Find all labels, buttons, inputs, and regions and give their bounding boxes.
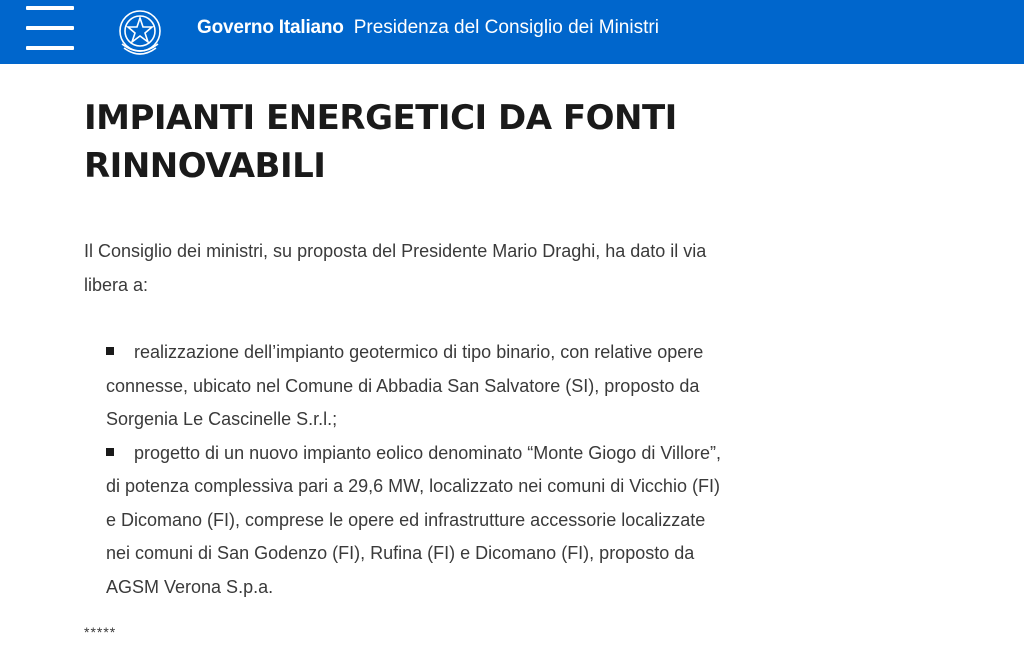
brand-governo-italiano[interactable]: Governo Italiano xyxy=(197,17,344,38)
list-item-text: progetto di un nuovo impianto eolico denominato “Monte Giogo di Villore”, di potenza complessiva pari a 29,6 MW, localizzato nei comuni di Vicchio (FI) e Dicomano (FI), comprese le opere ed infrastrutture accessorie localizzate nei comuni di San Godenzo (FI), Rufina (FI) e Dicomano (FI), proposto da AGSM Verona S.p.a. xyxy=(106,442,722,597)
approvals-list xyxy=(106,336,726,604)
brand-presidenza[interactable]: Presidenza del Consiglio dei Ministri xyxy=(353,17,659,38)
bullet-square-icon xyxy=(106,347,114,355)
italian-republic-emblem-icon[interactable] xyxy=(112,4,168,60)
top-header-bar xyxy=(0,0,1024,64)
hamburger-menu-icon[interactable] xyxy=(26,6,74,50)
page-title: IMPIANTI ENERGETICI DA FONTI RINNOVABILI xyxy=(84,98,677,186)
intro-paragraph: Il Consiglio dei ministri, su proposta del Presidente Mario Draghi, ha dato il via libera a: xyxy=(84,241,707,295)
bullet-square-icon xyxy=(106,448,114,456)
section-separator: ***** xyxy=(84,624,117,640)
list-item xyxy=(106,336,726,437)
list-item xyxy=(106,437,726,605)
site-brand[interactable] xyxy=(197,17,659,39)
list-item-text: realizzazione dell’impianto geotermico di tipo binario, con relative opere connesse, ubicato nel Comune di Abbadia San Salvatore (SI), proposto da Sorgenia Le Cascinelle S.r.l.; xyxy=(106,342,704,429)
